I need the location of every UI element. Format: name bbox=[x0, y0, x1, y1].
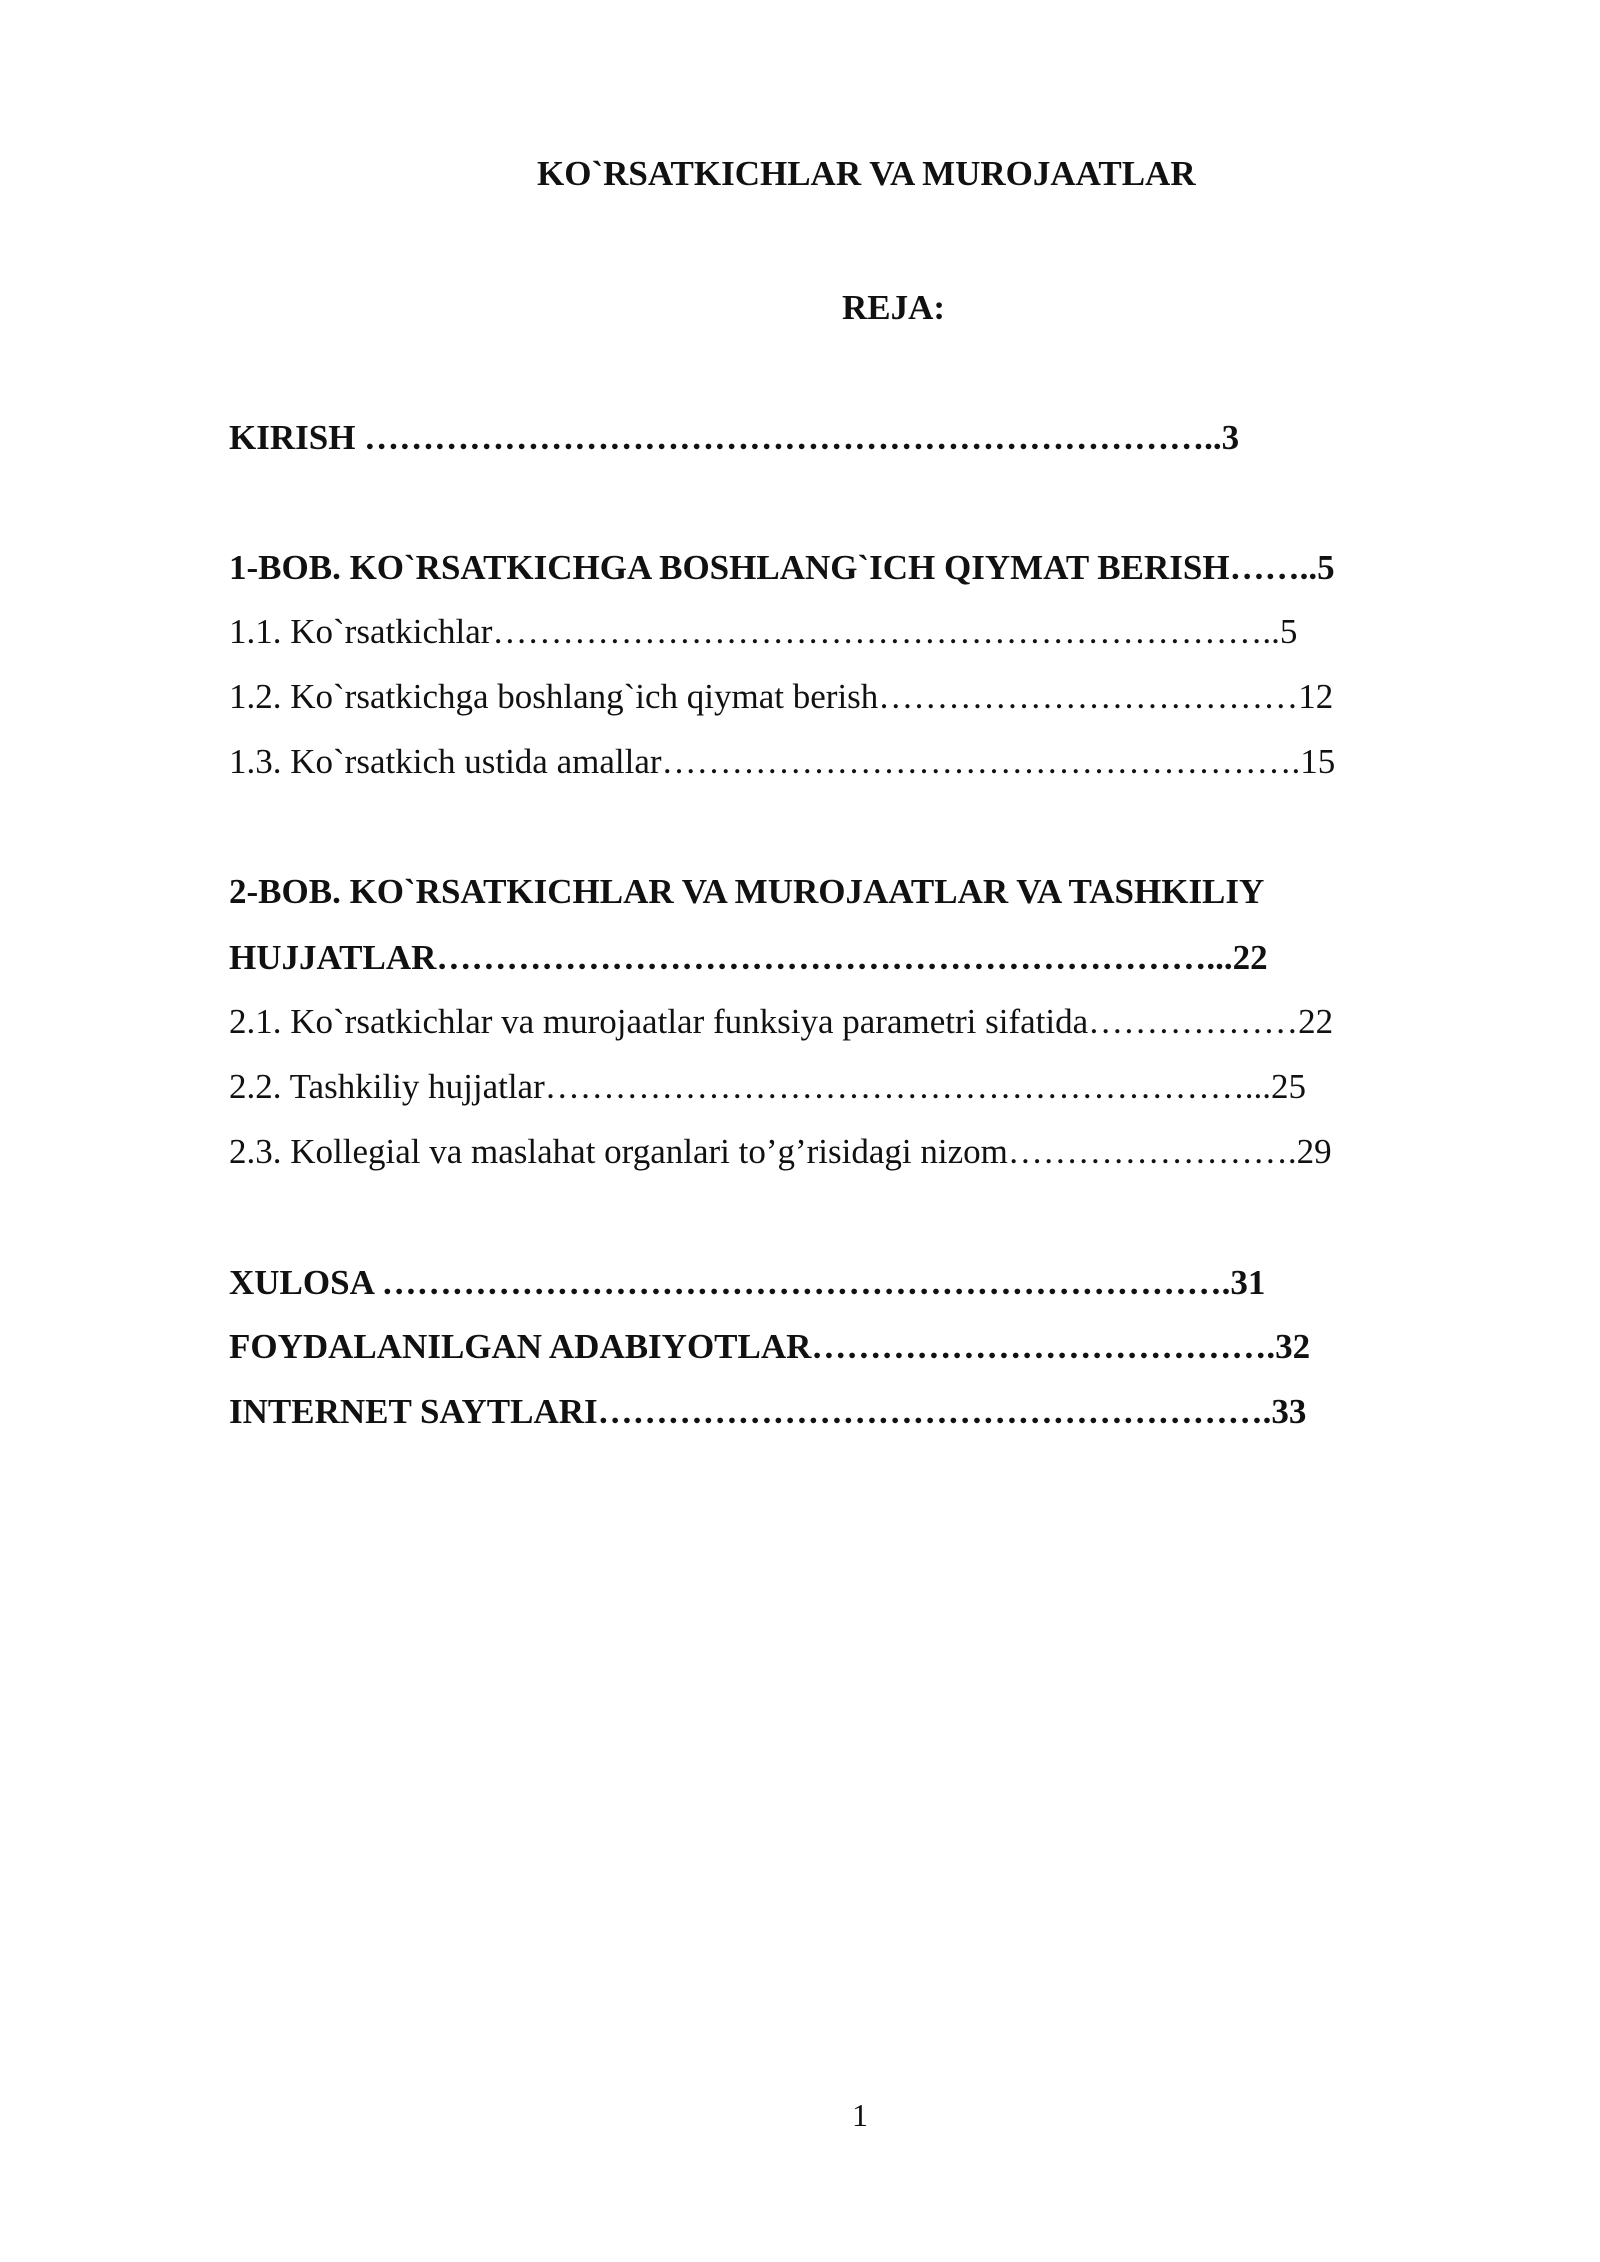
toc-chapter-1: 1-BOB. KO`RSATKICHGA BOSHLANG`ICH QIYMAT BERISH……..5 bbox=[229, 548, 1335, 587]
toc-section-2-2: 2.2. Tashkiliy hujjatlar……………………………………………………...25 bbox=[229, 1067, 1307, 1106]
toc-chapter-2-line-1: 2-BOB. KO`RSATKICHLAR VA MUROJAATLAR VA TASHKILIY bbox=[229, 872, 1265, 911]
document-title: KO`RSATKICHLAR VA MUROJAATLAR bbox=[537, 154, 1196, 193]
toc-entry-kirish: KIRISH ………………………………………………………………..3 bbox=[229, 418, 1240, 457]
toc-section-1-1: 1.1. Ko`rsatkichlar…………………………………………………………..5 bbox=[229, 612, 1298, 651]
toc-entry-internet-saytlari: INTERNET SAYTLARI………………………………………………….33 bbox=[229, 1392, 1307, 1431]
toc-section-1-3: 1.3. Ko`rsatkich ustida amallar……………………………………………….15 bbox=[229, 742, 1336, 781]
page-number: 1 bbox=[852, 2097, 868, 2133]
toc-section-1-2: 1.2. Ko`rsatkichga boshlang`ich qiymat berish………………………………12 bbox=[229, 677, 1334, 716]
toc-entry-xulosa: XULOSA ……………………………………………………………….31 bbox=[229, 1263, 1266, 1302]
toc-chapter-2-line-2: HUJJATLAR…………………………………………………………...22 bbox=[229, 938, 1268, 977]
toc-entry-foydalanilgan-adabiyotlar: FOYDALANILGAN ADABIYOTLAR………………………………….32 bbox=[229, 1327, 1311, 1366]
plan-heading: REJA: bbox=[842, 288, 946, 327]
toc-section-2-3: 2.3. Kollegial va maslahat organlari to’g’risidagi nizom…………………….29 bbox=[229, 1132, 1332, 1171]
toc-section-2-1: 2.1. Ko`rsatkichlar va murojaatlar funksiya parametri sifatida………………22 bbox=[229, 1002, 1334, 1041]
